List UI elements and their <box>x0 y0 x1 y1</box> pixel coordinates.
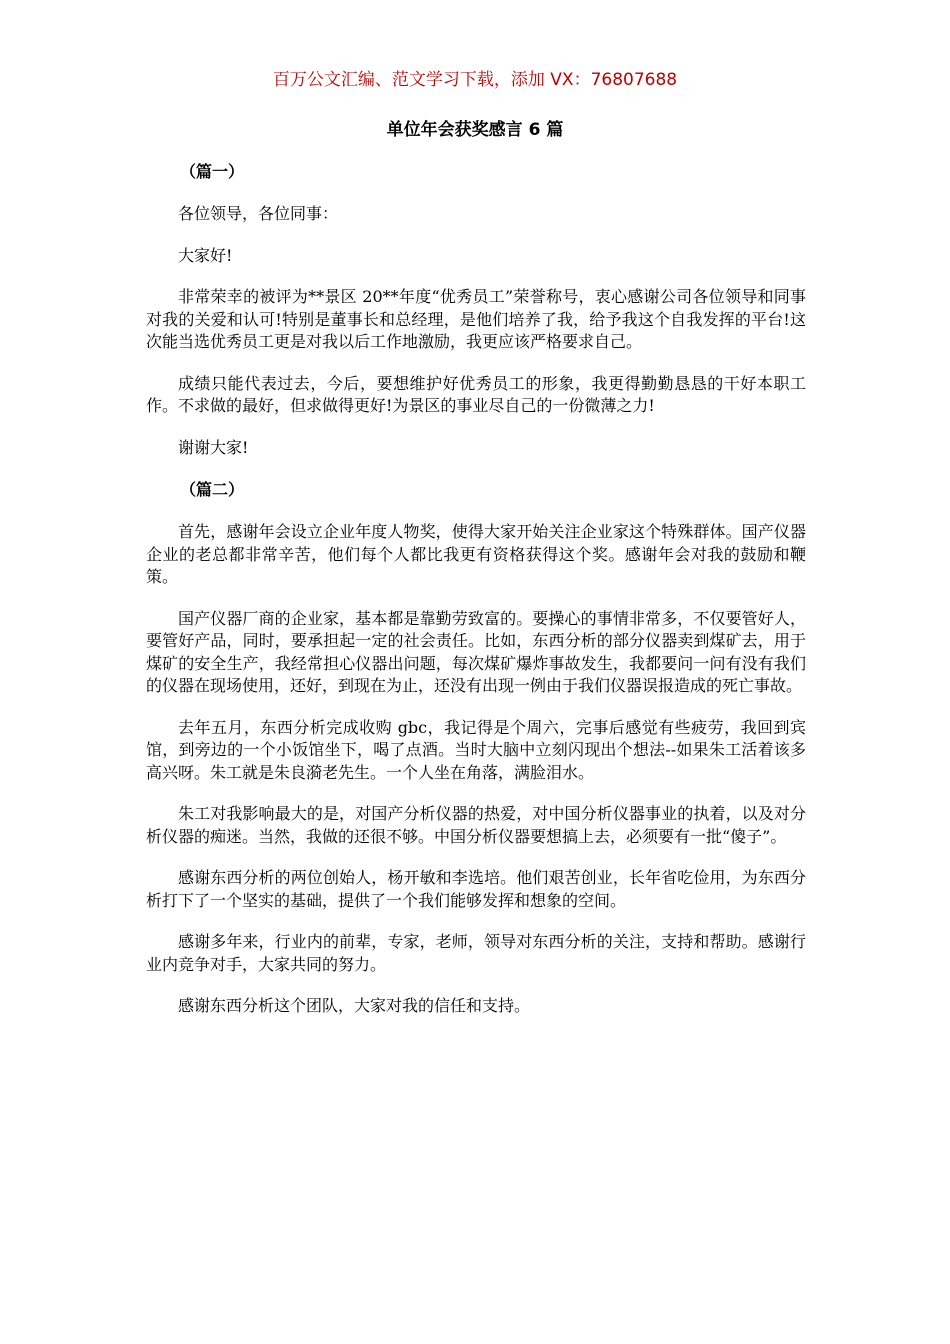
document-title: 单位年会获奖感言 6 篇 <box>386 120 564 140</box>
paragraph: 感谢多年来，行业内的前辈，专家，老师，领导对东西分析的关注，支持和帮助。感谢行业内竞争对手，大家共同的努力。 <box>146 932 806 974</box>
paragraph: 国产仪器厂商的企业家，基本都是靠勤劳致富的。要操心的事情非常多，不仅要管好人，要管好产品，同时，要承担起一定的社会责任。比如，东西分析的部分仪器卖到煤矿去，用于煤矿的安全生产，我经常担心仪器出问题，每次煤矿爆炸事故发生，我都要问一问有没有我们的仪器在现场使用，还好，到现在为止，还没有出现一例由于我们仪器误报造成的死亡事故。 <box>146 608 806 695</box>
document-body <box>146 160 806 1037</box>
header-banner: 百万公文汇编、范文学习下载，添加 VX：76807688 <box>272 70 678 90</box>
paragraph: 非常荣幸的被评为**景区 20**年度“优秀员工”荣誉称号，衷心感谢公司各位领导和同事对我的关爱和认可!特别是董事长和总经理，是他们培养了我，给予我这个自我发挥的平台!这次能当选优秀员工更是对我以后工作地激励，我更应该严格要求自己。 <box>146 287 806 351</box>
paragraph: 大家好! <box>178 245 233 265</box>
paragraph: 感谢东西分析这个团队，大家对我的信任和支持。 <box>178 996 531 1015</box>
paragraph: 去年五月，东西分析完成收购 gbc，我记得是个周六，完事后感觉有些疲劳，我回到宾馆，到旁边的一个小饭馆坐下，喝了点酒。当时大脑中立刻闪现出个想法--如果朱工活着该多高兴呀。朱工就是朱良漪老先生。一个人坐在角落，满脸泪水。 <box>146 717 806 782</box>
paragraph: 各位领导，各位同事： <box>178 204 339 223</box>
section-heading: （篇一） <box>180 162 245 181</box>
paragraph: 成绩只能代表过去，今后，要想维护好优秀员工的形象，我更得勤勤恳恳的干好本职工作。不求做的最好，但求做得更好!为景区的事业尽自己的一份微薄之力! <box>146 373 806 415</box>
paragraph: 朱工对我影响最大的是，对国产分析仪器的热爱，对中国分析仪器事业的执着，以及对分析仪器的痴迷。当然，我做的还很不够。中国分析仪器要想搞上去，必须要有一批“傻子”。 <box>146 804 806 846</box>
paragraph: 谢谢大家! <box>178 437 249 457</box>
paragraph: 感谢东西分析的两位创始人，杨开敏和李选培。他们艰苦创业，长年省吃俭用，为东西分析打下了一个坚实的基础，提供了一个我们能够发挥和想象的空间。 <box>146 868 806 910</box>
paragraph: 首先，感谢年会设立企业年度人物奖，使得大家开始关注企业家这个特殊群体。国产仪器企业的老总都非常辛苦，他们每个人都比我更有资格获得这个奖。感谢年会对我的鼓励和鞭策。 <box>146 522 806 586</box>
section-heading: （篇二） <box>180 480 245 499</box>
